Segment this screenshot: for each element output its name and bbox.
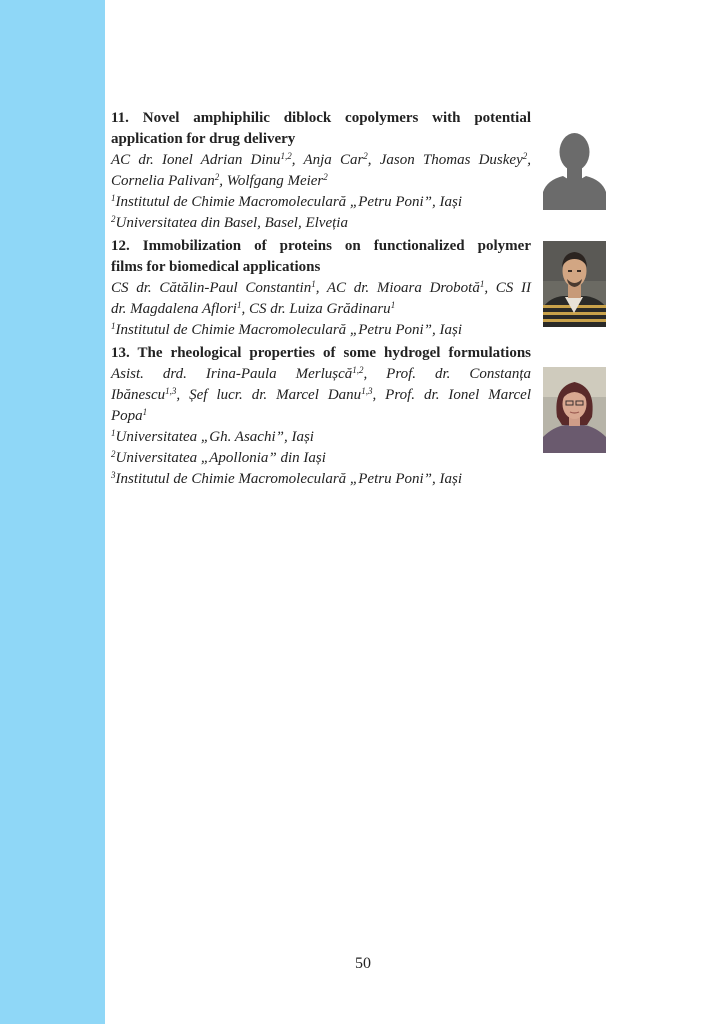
author-line xyxy=(111,406,531,427)
affiliation-line xyxy=(111,320,531,341)
author-line xyxy=(111,364,531,385)
affiliation-marker: 3 xyxy=(111,470,116,480)
author-text: , Jason Thomas Duskey xyxy=(367,152,523,168)
page-number: 50 xyxy=(355,955,371,972)
author-text: CS dr. Cătălin-Paul Constantin xyxy=(111,280,312,296)
author-line xyxy=(111,278,531,299)
author-text: Ibănescu xyxy=(111,387,166,403)
affiliation-text: Institutul de Chimie Macromoleculară „Petru Poni”, Iași xyxy=(115,471,463,487)
affiliation-marker: 1,2 xyxy=(352,365,364,375)
author-text: , CS II xyxy=(484,280,532,296)
author-text: , Prof. dr. Constanța xyxy=(363,366,531,382)
author-text: , Șef lucr. dr. Marcel Danu xyxy=(176,387,362,403)
abstract-entry xyxy=(111,343,531,490)
affiliation-text: Universitatea „Gh. Asachi”, Iași xyxy=(115,429,314,445)
affiliation-marker: 2 xyxy=(363,151,368,161)
author-line xyxy=(111,171,531,192)
author-text: Cornelia Palivan xyxy=(111,173,215,189)
author-line xyxy=(111,385,531,406)
abstract-entry xyxy=(111,236,531,341)
affiliation-line xyxy=(111,448,531,469)
author-text: , xyxy=(527,152,531,168)
affiliation-line xyxy=(111,192,531,213)
affiliation-marker: 1 xyxy=(390,300,396,310)
affiliation-marker: 2 xyxy=(214,172,220,182)
affiliation-marker: 1 xyxy=(111,428,116,438)
affiliation-line xyxy=(111,427,531,448)
generic-silhouette-icon xyxy=(543,126,606,210)
abstract-entry xyxy=(111,108,531,234)
author-text: , Prof. dr. Ionel Marcel xyxy=(372,387,531,403)
author-text: , Wolfgang Meier xyxy=(219,173,324,189)
abstract-title xyxy=(111,236,531,278)
author-text: Asist. drd. Irina-Paula Merlușcă xyxy=(111,366,353,382)
affiliation-marker: 1 xyxy=(111,321,116,331)
abstract-title-line: films for biomedical applications xyxy=(111,259,321,275)
affiliation-marker: 1,3 xyxy=(361,386,373,396)
author-portrait-woman xyxy=(543,367,606,453)
affiliation-text: Institutul de Chimie Macromoleculară „Petru Poni”, Iași xyxy=(115,194,463,210)
affiliation-marker: 1 xyxy=(142,407,148,417)
affiliation-marker: 1 xyxy=(111,193,116,203)
affiliation-marker: 2 xyxy=(323,172,328,182)
author-text: dr. Magdalena Aflori xyxy=(111,301,237,317)
affiliation-line xyxy=(111,469,531,490)
author-line xyxy=(111,150,531,171)
author-line xyxy=(111,299,531,320)
abstract-title xyxy=(111,343,531,364)
affiliation-line xyxy=(111,213,531,234)
author-text: AC dr. Ionel Adrian Dinu xyxy=(111,152,281,168)
abstract-title xyxy=(111,108,531,150)
abstract-title-line: application for drug delivery xyxy=(111,131,296,147)
abstract-title-line: 13. The rheological properties of some hydrogel formulations xyxy=(111,345,531,361)
affiliation-marker: 2 xyxy=(522,151,528,161)
author-text: , CS dr. Luiza Grădinaru xyxy=(241,301,391,317)
affiliation-marker: 1 xyxy=(479,279,485,289)
affiliation-text: Institutul de Chimie Macromoleculară „Petru Poni”, Iași xyxy=(115,322,463,338)
side-color-band xyxy=(0,0,105,1024)
author-photo-placeholder xyxy=(543,126,606,210)
affiliation-marker: 1,2 xyxy=(280,151,292,161)
abstract-list xyxy=(111,108,531,492)
affiliation-marker: 1,3 xyxy=(165,386,177,396)
author-text: , AC dr. Mioara Drobotă xyxy=(315,280,480,296)
affiliation-marker: 2 xyxy=(111,214,116,224)
author-portrait-man xyxy=(543,241,606,327)
author-text: Popa xyxy=(111,408,143,424)
author-photo-woman xyxy=(543,367,606,453)
affiliation-text: Universitatea din Basel, Basel, Elveția xyxy=(115,215,348,231)
author-photo-man xyxy=(543,241,606,327)
affiliation-marker: 1 xyxy=(236,300,242,310)
author-text: , Anja Car xyxy=(291,152,364,168)
affiliation-marker: 1 xyxy=(311,279,316,289)
affiliation-marker: 2 xyxy=(111,449,116,459)
affiliation-text: Universitatea „Apollonia” din Iași xyxy=(115,450,326,466)
abstract-title-line: 12. Immobilization of proteins on functionalized polymer xyxy=(111,238,531,254)
abstract-title-line: 11. Novel amphiphilic diblock copolymers with potential xyxy=(111,110,531,126)
